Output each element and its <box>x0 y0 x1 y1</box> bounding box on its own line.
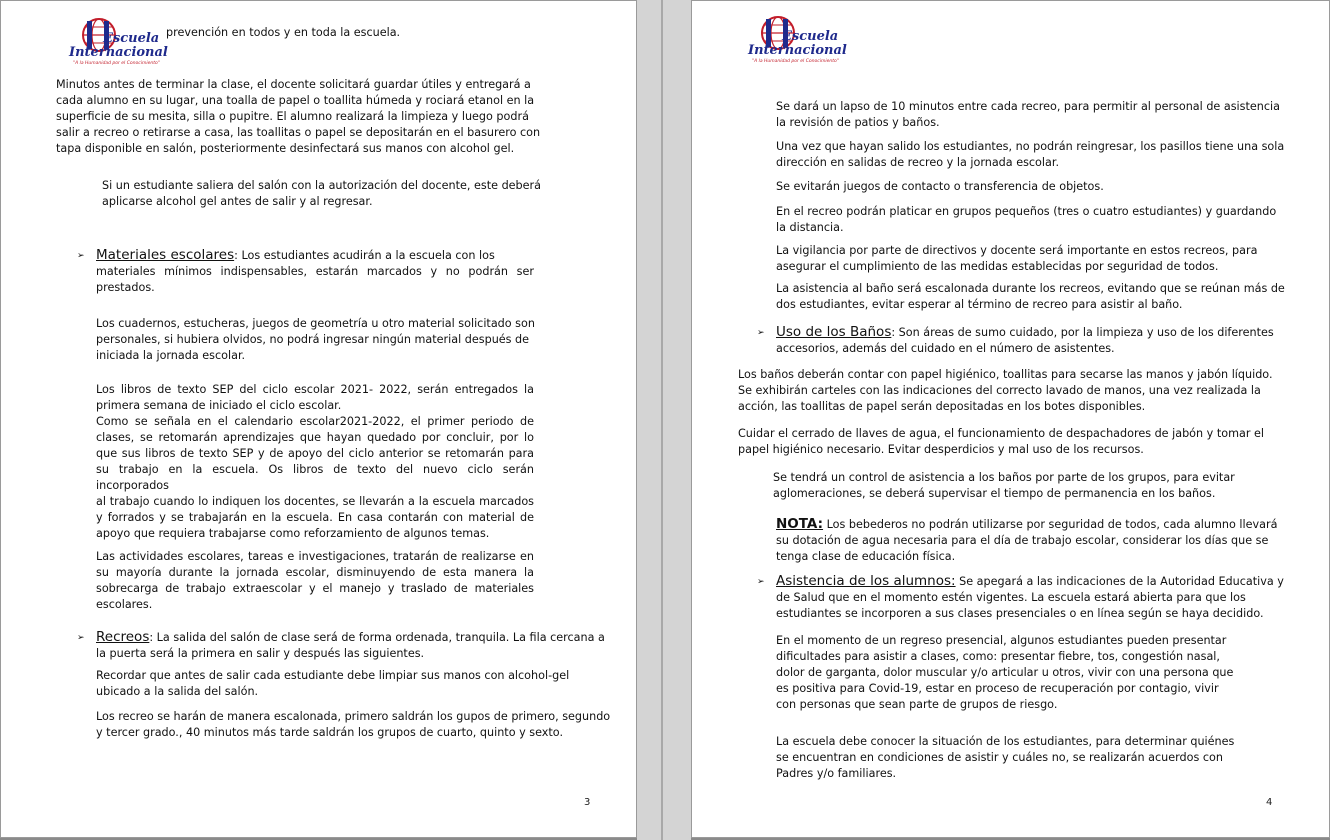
text-line: Se exhibirán carteles con las indicaciones del correcto lavado de manos, una vez realizada la <box>738 384 1261 397</box>
text-line: cada alumno en su lugar, una toalla de papel o toallita húmeda y rociará etanol en la <box>56 94 535 107</box>
text-line: : Los estudiantes acudirán a la escuela con los <box>234 249 495 262</box>
p4-paragraph-bano <box>776 281 1285 313</box>
text-line: Se dará un lapso de 10 minutos entre cada recreo, para permitir al personal de asistencia <box>776 100 1280 113</box>
p4-paragraph-regreso <box>776 633 1233 713</box>
text-line: personales, si hubiera olvidos, no podrá ingresar ningún material después de <box>96 333 530 346</box>
p3-paragraph-actividades <box>96 549 534 613</box>
p4-paragraph-reingresar <box>776 139 1284 171</box>
text-line: aglomeraciones, se deberá supervisar el tiempo de permanencia en los baños. <box>773 487 1216 500</box>
school-logo <box>742 13 852 65</box>
text-line: y tercer grado., 40 minutos más tarde saldrán los grupos de cuarto, quinto y sexto. <box>96 726 564 739</box>
text-line: En el recreo podrán platicar en grupos pequeños (tres o cuatro estudiantes) y guardando <box>776 205 1277 218</box>
text-line: Los cuadernos, estucheras, juegos de geometría u otro material solicitado son <box>96 317 535 330</box>
text-line: Cuidar el cerrado de llaves de agua, el funcionamiento de despachadores de jabón y tomar el <box>738 427 1264 440</box>
document-page-3 <box>0 0 637 838</box>
text-line: En el momento de un regreso presencial, algunos estudiantes pueden presentar <box>776 634 1227 647</box>
text-line: La vigilancia por parte de directivos y docente será importante en estos recreos, para <box>776 244 1258 257</box>
text-line: Se tendrá un control de asistencia a los baños por parte de los grupos, para evitar <box>773 471 1235 484</box>
school-logo <box>63 15 173 67</box>
text-line: papel higiénico necesario. Evitar desperdicios y mal uso de los recursos. <box>738 443 1144 456</box>
text-line: su trabajo en la escuela. Os libros de texto del nuevo ciclo serán incorporados <box>96 463 534 492</box>
text-line: Los recreo se harán de manera escalonada, primero saldrán los gupos de primero, segundo <box>96 710 611 723</box>
text-line: Los bebederos no podrán utilizarse por seguridad de todos, cada alumno llevará <box>823 518 1278 531</box>
text-line: Las actividades escolares, tareas e investigaciones, tratarán de realizarse en <box>96 550 534 563</box>
bullet-arrow-icon: ➢ <box>77 251 85 261</box>
text-line: salir a recreo o retirarse a casa, las toallitas o papel se depositarán en el basurero con <box>56 126 541 139</box>
text-line: apoyo que requiera trabajarse como reforzamiento de algunos temas. <box>96 527 490 540</box>
text-line: iniciada la jornada escolar. <box>96 349 246 362</box>
text-line: con personas que sean parte de grupos de riesgo. <box>776 698 1058 711</box>
text-line: dificultades para asistir a clases, como: presentar fiebre, tos, congestión nasal, <box>776 650 1220 663</box>
text-line: dos estudiantes, evitar esperar al término de recreo para asistir al baño. <box>776 298 1183 311</box>
text-line: : La salida del salón de clase será de forma ordenada, tranquila. La fila cercana a <box>149 631 605 644</box>
text-line: es positiva para Covid-19, estar en proceso de recuperación por contagio, vivir <box>776 682 1219 695</box>
text-line: sobrecarga de trabajo extraescolar y el manejo y traslado de materiales <box>96 582 534 595</box>
text-line: y forrados y se trabajarán en la escuela. En casa contarán con material de <box>96 511 534 524</box>
text-line: superficie de su mesita, silla o pupitre. El alumno realizará la limpieza y luego podrá <box>56 110 529 123</box>
text-line: Padres y/o familiares. <box>776 767 897 780</box>
p3-top-line: prevención en todos y en toda la escuela. <box>166 26 401 39</box>
text-line: su mayoría durante la jornada escolar, disminuyendo de esta manera la <box>96 566 534 579</box>
text-line: Los libros de texto SEP del ciclo escolar 2021- 2022, serán entregados la <box>96 383 534 396</box>
text-line: tapa disponible en salón, posteriormente desinfectará sus manos con alcohol gel. <box>56 142 515 155</box>
text-line: La asistencia al baño será escalonada durante los recreos, evitando que se reúnan más de <box>776 282 1285 295</box>
p4-paragraph-llaves <box>738 426 1264 458</box>
text-line: tenga clase de educación física. <box>776 550 956 563</box>
text-line: prestados. <box>96 281 155 294</box>
bullet-arrow-icon: ➢ <box>757 328 765 338</box>
page-number: 4 <box>1266 797 1273 808</box>
logo-word-internacional: Internacional <box>748 43 847 58</box>
text-line: Como se señala en el calendario escolar2021-2022, el primer periodo de <box>96 415 534 428</box>
text-line: su dotación de agua necesaria para el día de trabajo escolar, considerar los días que se <box>776 534 1269 547</box>
p3-paragraph-libros <box>96 382 534 542</box>
text-line: clases, se retomarán aprendizajes que hayan quedado por concluir, por lo <box>96 431 534 444</box>
p4-paragraph-situacion <box>776 734 1234 782</box>
logo-tagline: "A la Humanidad por el Conocimiento" <box>752 59 839 64</box>
text-line: primera semana de iniciado el ciclo escolar. <box>96 399 342 412</box>
text-line: se encuentran en condiciones de asistir y cuáles no, se realizarán acuerdos con <box>776 751 1223 764</box>
logo-word-internacional: Internacional <box>69 45 168 60</box>
text-line: asegurar el cumplimiento de las medidas establecidas por seguridad de todos. <box>776 260 1219 273</box>
p3-materiales-section <box>96 247 534 296</box>
text-line: la distancia. <box>776 221 844 234</box>
bullet-arrow-icon: ➢ <box>757 577 765 587</box>
p3-paragraph-cuadernos <box>96 316 535 364</box>
text-line: La escuela debe conocer la situación de los estudiantes, para determinar quiénes <box>776 735 1235 748</box>
text-line: al trabajo cuando lo indiquen los docentes, se llevarán a la escuela marcados <box>96 495 534 508</box>
text-line: que sus libros de texto SEP y de apoyo del ciclo anterior se retomarán para <box>96 447 534 460</box>
p4-paragraph-papel <box>738 367 1273 415</box>
text-line: Una vez que hayan salido los estudiantes, no podrán reingresar, los pasillos tiene una sola <box>776 140 1285 153</box>
text-line: Recordar que antes de salir cada estudiante debe limpiar sus manos con alcohol-gel <box>96 669 570 682</box>
page-number: 3 <box>584 797 591 808</box>
p3-paragraph-recordar <box>96 668 569 700</box>
p4-paragraph-lapso <box>776 99 1280 131</box>
p3-paragraph-gel <box>102 178 541 210</box>
page-gutter <box>637 0 691 840</box>
p4-paragraph-grupos <box>776 204 1276 236</box>
text-line: acción, las toallitas de papel serán depositadas en los botes disponibles. <box>738 400 1146 413</box>
p4-asistencia-section <box>776 573 1284 622</box>
banos-heading: Uso de los Baños <box>776 324 892 340</box>
bullet-arrow-icon: ➢ <box>77 633 85 643</box>
p4-paragraph-vigilancia <box>776 243 1257 275</box>
gutter-edge <box>661 0 663 840</box>
text-line: escolares. <box>96 598 153 611</box>
text-line: materiales mínimos indispensables, estarán marcados y no podrán ser <box>96 265 534 278</box>
logo-tagline: "A la Humanidad por el Conocimiento" <box>73 61 160 66</box>
p4-paragraph-control <box>773 470 1235 502</box>
recreos-heading: Recreos <box>96 629 150 645</box>
p4-paragraph-juegos: Se evitarán juegos de contacto o transferencia de objetos. <box>776 180 1104 193</box>
text-line: : Son áreas de sumo cuidado, por la limpieza y uso de los diferentes <box>891 326 1274 339</box>
p3-paragraph-escalonada <box>96 709 610 741</box>
text-line: Se apegará a las indicaciones de la Autoridad Educativa y <box>955 575 1284 588</box>
text-line: aplicarse alcohol gel antes de salir y al regresar. <box>102 195 373 208</box>
text-line: la puerta será la primera en salir y después las siguientes. <box>96 647 425 660</box>
text-line: Minutos antes de terminar la clase, el docente solicitará guardar útiles y entregará a <box>56 78 531 91</box>
text-line: ubicado a la salida del salón. <box>96 685 259 698</box>
text-line: la revisión de patios y baños. <box>776 116 940 129</box>
p3-recreos-section <box>96 629 605 662</box>
text-line: Los baños deberán contar con papel higiénico, toallitas para secarse las manos y jabón líquido. <box>738 368 1273 381</box>
text-line: Si un estudiante saliera del salón con la autorización del docente, este deberá <box>102 179 541 192</box>
text-line: estudiantes se incorporen a sus clases presenciales o en línea según se haya decidido. <box>776 607 1264 620</box>
text-line: dolor de garganta, dolor muscular y/o articular u otros, vivir con una persona que <box>776 666 1234 679</box>
p4-banos-section <box>776 324 1274 357</box>
materiales-heading: Materiales escolares <box>96 247 235 263</box>
nota-heading: NOTA: <box>776 516 824 532</box>
asistencia-heading: Asistencia de los alumnos: <box>776 573 956 589</box>
p3-paragraph-cleaning <box>56 77 540 157</box>
text-line: de Salud que en el momento estén vigentes. La escuela estará abierta para que los <box>776 591 1246 604</box>
document-page-4 <box>691 0 1330 838</box>
text-line: dirección en salidas de recreo y la jornada escolar. <box>776 156 1059 169</box>
logo-word-escuela: Escuela <box>103 31 160 46</box>
p4-nota-section <box>776 516 1277 565</box>
logo-word-escuela: Escuela <box>782 29 839 44</box>
text-line: accesorios, además del cuidado en el número de asistentes. <box>776 342 1115 355</box>
